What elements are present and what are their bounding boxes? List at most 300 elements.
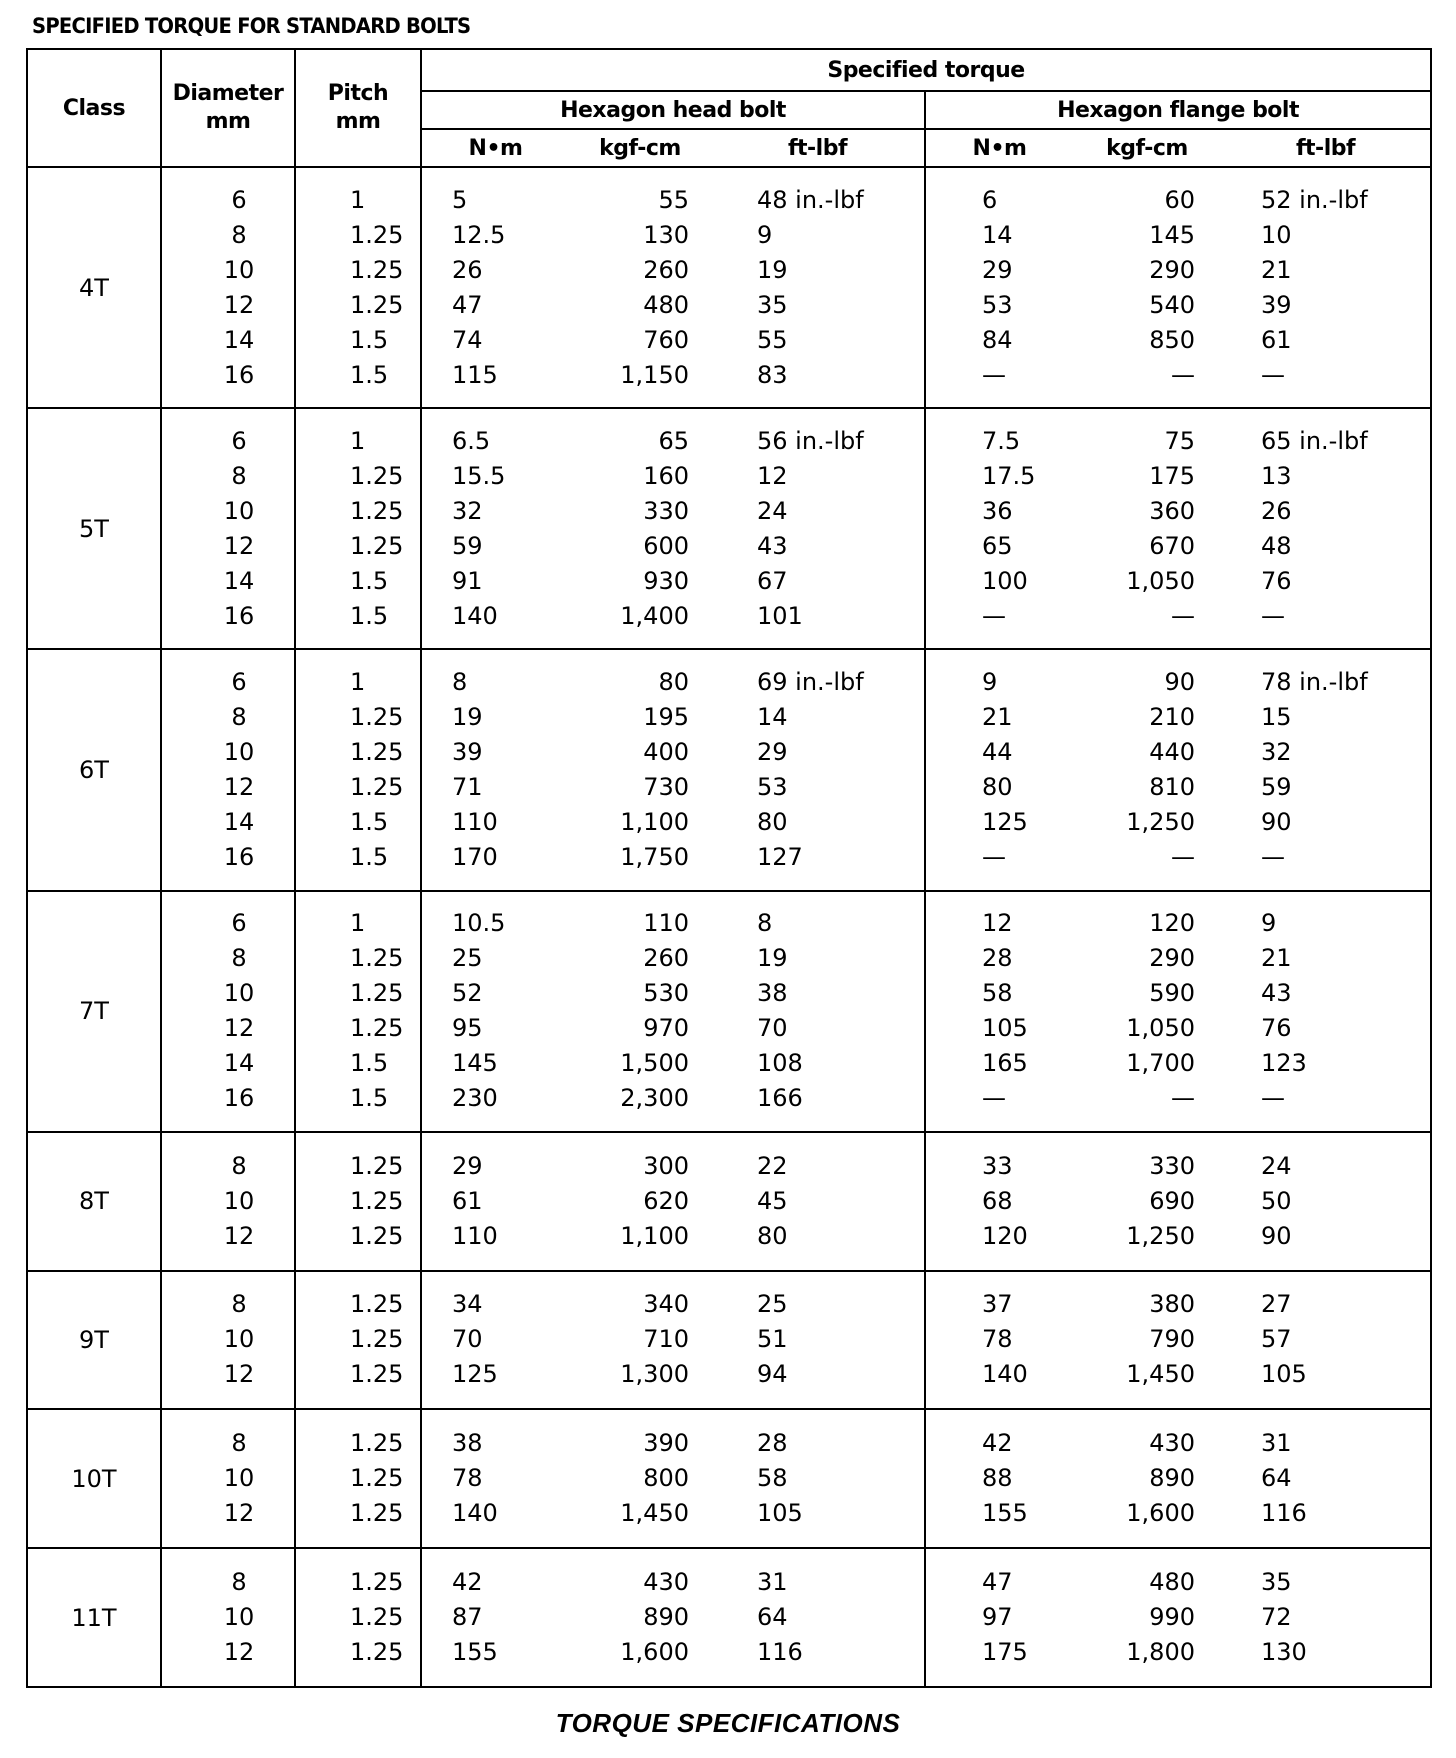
table-cell: — <box>982 843 1006 871</box>
table-cell: 1,500 <box>620 1049 689 1078</box>
table-cell: 87 <box>452 1603 483 1632</box>
flange-kgf-col <box>1073 1548 1221 1687</box>
table-cell: 108 <box>757 1049 803 1078</box>
diameter-col <box>161 1271 295 1410</box>
table-cell: 14 <box>223 566 255 595</box>
table-cell: 1.25 <box>350 255 404 284</box>
head-kgf-col <box>569 408 711 649</box>
table-cell: 15.5 <box>452 461 506 490</box>
table-cell: 8 <box>452 668 468 696</box>
class-group-row <box>27 1548 1431 1687</box>
table-cell: 10 <box>223 255 255 284</box>
table-cell: 6 <box>231 909 247 938</box>
flange-ftlbf-col <box>1221 1132 1431 1271</box>
table-cell: 10 <box>223 1325 255 1354</box>
table-cell: 8 <box>231 1290 247 1319</box>
table-cell: 64 <box>1261 1464 1292 1493</box>
table-cell: 12 <box>223 1221 255 1250</box>
table-cell: 125 <box>452 1360 498 1389</box>
pitch-col <box>295 1548 421 1687</box>
table-cell: 810 <box>1149 773 1195 801</box>
table-cell: 120 <box>982 1221 1028 1250</box>
table-cell: 10 <box>223 1603 255 1632</box>
pitch-col <box>295 1132 421 1271</box>
table-cell: 170 <box>452 843 498 871</box>
table-cell: 430 <box>643 1568 689 1597</box>
table-cell: 12 <box>223 1499 255 1528</box>
table-cell: 175 <box>1149 461 1195 490</box>
table-cell: 71 <box>452 773 483 801</box>
table-cell: 37 <box>982 1290 1013 1319</box>
table-cell: 1 <box>350 426 366 455</box>
head-kgf-col <box>569 167 711 408</box>
table-cell: — <box>1171 843 1195 871</box>
table-cell: — <box>982 360 1006 389</box>
table-cell: 13 <box>1261 461 1292 490</box>
table-cell: 60 <box>1164 185 1195 214</box>
page-title: SPECIFIED TORQUE FOR STANDARD BOLTS <box>32 14 471 38</box>
table-cell: 1.5 <box>350 325 389 354</box>
table-cell: 39 <box>452 738 483 766</box>
table-cell: 57 <box>1261 1325 1292 1354</box>
table-cell: 16 <box>223 843 255 871</box>
table-cell: 27 <box>1261 1290 1292 1319</box>
table-cell: 78 <box>982 1325 1013 1354</box>
table-cell: 230 <box>452 1084 498 1113</box>
table-cell: 53 <box>757 773 788 801</box>
table-cell: 28 <box>982 944 1013 973</box>
table-cell: 1.25 <box>350 1014 404 1043</box>
table-cell: 38 <box>452 1429 483 1458</box>
head-ftlbf-col <box>711 1548 925 1687</box>
table-cell: 330 <box>1149 1151 1195 1180</box>
table-cell: 1.25 <box>350 773 404 801</box>
table-cell: 1,400 <box>620 601 689 630</box>
table-cell: 1,250 <box>1126 808 1195 836</box>
table-cell: 130 <box>1261 1638 1307 1667</box>
table-cell: 140 <box>452 601 498 630</box>
table-cell: 1,700 <box>1126 1049 1195 1078</box>
table-cell: 29 <box>452 1151 483 1180</box>
table-cell: 25 <box>452 944 483 973</box>
table-cell: 5 <box>452 185 468 214</box>
flange-ftlbf-col <box>1221 649 1431 890</box>
table-cell: 123 <box>1261 1049 1307 1078</box>
table-cell: 890 <box>1149 1464 1195 1493</box>
header-hexagon-head-bolt: Hexagon head bolt <box>421 91 925 129</box>
table-cell: 14 <box>223 808 255 836</box>
head-ftlbf-col <box>711 1132 925 1271</box>
table-cell: 67 <box>757 566 788 595</box>
table-cell: — <box>982 601 1006 630</box>
table-cell: 670 <box>1149 531 1195 560</box>
table-cell: 55 <box>757 325 788 354</box>
table-cell: 35 <box>1261 1568 1292 1597</box>
class-group-row <box>27 408 1431 649</box>
table-cell: 80 <box>757 1221 788 1250</box>
table-cell: 115 <box>452 360 498 389</box>
flange-kgf-col <box>1073 167 1221 408</box>
table-cell: 12 <box>223 1360 255 1389</box>
table-cell: 1.25 <box>350 290 404 319</box>
table-cell: 730 <box>643 773 689 801</box>
table-cell: 480 <box>1149 1568 1195 1597</box>
table-cell: 12.5 <box>452 220 506 249</box>
flange-kgf-col <box>1073 891 1221 1132</box>
head-nm-col <box>421 1548 569 1687</box>
table-cell: 1,100 <box>620 1221 689 1250</box>
flange-nm-col <box>925 649 1073 890</box>
flange-kgf-col <box>1073 1409 1221 1548</box>
table-cell: 28 <box>757 1429 788 1458</box>
table-cell: — <box>1261 1084 1285 1113</box>
table-cell: 76 <box>1261 566 1292 595</box>
table-cell: 1.5 <box>350 566 389 595</box>
head-ftlbf-col <box>711 408 925 649</box>
header-flange-kgf: kgf-cm <box>1073 129 1221 167</box>
diameter-col <box>161 167 295 408</box>
class-cell: 6T <box>27 649 161 890</box>
table-cell: 91 <box>452 566 483 595</box>
table-cell: 260 <box>643 255 689 284</box>
table-cell: 53 <box>982 290 1013 319</box>
table-cell: 68 <box>982 1186 1013 1215</box>
table-cell: 29 <box>982 255 1013 284</box>
table-cell: 1.25 <box>350 1360 404 1389</box>
flange-kgf-col <box>1073 649 1221 890</box>
table-cell: 6 <box>231 668 247 696</box>
head-kgf-col <box>569 891 711 1132</box>
pitch-col <box>295 891 421 1132</box>
table-cell: — <box>982 1084 1006 1113</box>
table-cell: 12 <box>223 290 255 319</box>
table-cell: 15 <box>1261 703 1292 731</box>
table-cell: — <box>1261 601 1285 630</box>
head-nm-col <box>421 167 569 408</box>
class-group-row <box>27 167 1431 408</box>
header-head-ftlbf: ft-lbf <box>711 129 925 167</box>
table-cell: 84 <box>982 325 1013 354</box>
table-cell: 440 <box>1149 738 1195 766</box>
table-cell: 80 <box>658 668 689 696</box>
table-cell: 8 <box>231 461 247 490</box>
table-cell: 58 <box>982 979 1013 1008</box>
table-cell: 930 <box>643 566 689 595</box>
table-cell: 330 <box>643 496 689 525</box>
table-cell: 10 <box>223 738 255 766</box>
head-nm-col <box>421 649 569 890</box>
table-cell: 24 <box>757 496 788 525</box>
table-cell: 970 <box>643 1014 689 1043</box>
table-cell: 1,050 <box>1126 566 1195 595</box>
table-cell: — <box>1171 360 1195 389</box>
table-cell: 290 <box>1149 255 1195 284</box>
header-pitch-label: Pitch <box>327 81 389 106</box>
table-cell: 69 in.-lbf <box>757 668 864 696</box>
table-cell: 1.5 <box>350 360 389 389</box>
flange-ftlbf-col <box>1221 408 1431 649</box>
class-cell: 5T <box>27 408 161 649</box>
table-cell: 1.25 <box>350 1290 404 1319</box>
table-cell: 530 <box>643 979 689 1008</box>
diameter-col <box>161 891 295 1132</box>
table-cell: — <box>1261 360 1285 389</box>
class-cell: 7T <box>27 891 161 1132</box>
table-cell: 65 <box>982 531 1013 560</box>
table-cell: 14 <box>223 1049 255 1078</box>
table-cell: 620 <box>643 1186 689 1215</box>
table-cell: 380 <box>1149 1290 1195 1319</box>
table-cell: 590 <box>1149 979 1195 1008</box>
table-cell: 8 <box>231 220 247 249</box>
table-cell: 48 in.-lbf <box>757 185 864 214</box>
head-ftlbf-col <box>711 1271 925 1410</box>
table-cell: — <box>1171 1084 1195 1113</box>
table-cell: 1,600 <box>620 1638 689 1667</box>
table-cell: 8 <box>231 1151 247 1180</box>
head-nm-col <box>421 1271 569 1410</box>
table-cell: 110 <box>452 1221 498 1250</box>
head-ftlbf-col <box>711 1409 925 1548</box>
diameter-col <box>161 1548 295 1687</box>
head-ftlbf-col <box>711 167 925 408</box>
class-cell: 8T <box>27 1132 161 1271</box>
table-cell: 59 <box>452 531 483 560</box>
table-cell: 160 <box>643 461 689 490</box>
table-cell: 1.25 <box>350 1186 404 1215</box>
table-cell: 36 <box>982 496 1013 525</box>
table-cell: 1.25 <box>350 531 404 560</box>
table-cell: 8 <box>231 1429 247 1458</box>
table-cell: 1,750 <box>620 843 689 871</box>
table-cell: 145 <box>452 1049 498 1078</box>
table-cell: 19 <box>452 703 483 731</box>
diameter-col <box>161 1409 295 1548</box>
table-cell: 430 <box>1149 1429 1195 1458</box>
flange-ftlbf-col <box>1221 891 1431 1132</box>
flange-nm-col <box>925 1409 1073 1548</box>
table-cell: 70 <box>452 1325 483 1354</box>
table-cell: 44 <box>982 738 1013 766</box>
table-cell: 600 <box>643 531 689 560</box>
class-cell: 4T <box>27 167 161 408</box>
table-header <box>27 49 1431 167</box>
table-cell: 1.25 <box>350 944 404 973</box>
pitch-col <box>295 1271 421 1410</box>
flange-kgf-col <box>1073 408 1221 649</box>
header-class: Class <box>27 49 161 167</box>
table-cell: 155 <box>982 1499 1028 1528</box>
table-cell: 2,300 <box>620 1084 689 1113</box>
table-cell: 540 <box>1149 290 1195 319</box>
table-cell: 140 <box>452 1499 498 1528</box>
table-cell: 1.5 <box>350 843 389 871</box>
table-cell: 10 <box>223 496 255 525</box>
table-cell: 90 <box>1261 1221 1292 1250</box>
table-cell: 1.5 <box>350 1049 389 1078</box>
table-cell: — <box>1261 843 1285 871</box>
header-flange-nm: N•m <box>925 129 1073 167</box>
table-cell: 80 <box>757 808 788 836</box>
table-cell: 8 <box>231 1568 247 1597</box>
table-cell: 14 <box>982 220 1013 249</box>
table-cell: 175 <box>982 1638 1028 1667</box>
table-cell: 43 <box>757 531 788 560</box>
header-head-nm: N•m <box>421 129 569 167</box>
table-cell: 10 <box>223 979 255 1008</box>
diameter-col <box>161 408 295 649</box>
table-cell: 97 <box>982 1603 1013 1632</box>
table-cell: 210 <box>1149 703 1195 731</box>
head-ftlbf-col <box>711 649 925 890</box>
table-cell: 105 <box>982 1014 1028 1043</box>
diameter-col <box>161 649 295 890</box>
table-cell: 1.25 <box>350 1638 404 1667</box>
table-cell: 1,050 <box>1126 1014 1195 1043</box>
flange-nm-col <box>925 408 1073 649</box>
table-cell: 1,150 <box>620 360 689 389</box>
table-cell: 80 <box>982 773 1013 801</box>
header-diameter <box>161 49 295 167</box>
table-cell: 83 <box>757 360 788 389</box>
table-cell: 90 <box>1261 808 1292 836</box>
table-cell: 38 <box>757 979 788 1008</box>
table-cell: 52 <box>452 979 483 1008</box>
table-cell: 400 <box>643 738 689 766</box>
table-cell: 1.25 <box>350 1325 404 1354</box>
table-cell: 16 <box>223 1084 255 1113</box>
table-cell: 8 <box>757 909 773 938</box>
table-cell: 33 <box>982 1151 1013 1180</box>
table-cell: 65 in.-lbf <box>1261 426 1368 455</box>
header-diameter-unit: mm <box>205 109 251 134</box>
table-cell: 22 <box>757 1151 788 1180</box>
table-cell: 166 <box>757 1084 803 1113</box>
table-cell: 890 <box>643 1603 689 1632</box>
table-cell: 710 <box>643 1325 689 1354</box>
class-group-row <box>27 891 1431 1132</box>
table-cell: 360 <box>1149 496 1195 525</box>
table-cell: 61 <box>1261 325 1292 354</box>
table-cell: 72 <box>1261 1603 1292 1632</box>
table-cell: 59 <box>1261 773 1292 801</box>
diameter-col <box>161 1132 295 1271</box>
table-cell: 10.5 <box>452 909 506 938</box>
table-cell: 90 <box>1164 668 1195 696</box>
table-cell: 105 <box>757 1499 803 1528</box>
table-cell: 78 in.-lbf <box>1261 668 1368 696</box>
table-cell: 850 <box>1149 325 1195 354</box>
table-cell: 1.25 <box>350 1151 404 1180</box>
table-cell: 1.25 <box>350 1499 404 1528</box>
table-cell: 31 <box>757 1568 788 1597</box>
flange-kgf-col <box>1073 1271 1221 1410</box>
table-cell: 45 <box>757 1186 788 1215</box>
table-cell: 12 <box>223 531 255 560</box>
table-cell: 390 <box>643 1429 689 1458</box>
table-cell: 51 <box>757 1325 788 1354</box>
table-cell: 105 <box>1261 1360 1307 1389</box>
table-cell: 290 <box>1149 944 1195 973</box>
class-cell: 9T <box>27 1271 161 1410</box>
table-cell: 155 <box>452 1638 498 1667</box>
table-cell: 48 <box>1261 531 1292 560</box>
table-cell: 55 <box>658 185 689 214</box>
table-cell: 24 <box>1261 1151 1292 1180</box>
table-cell: 19 <box>757 944 788 973</box>
table-cell: 47 <box>982 1568 1013 1597</box>
table-cell: 1.25 <box>350 703 404 731</box>
table-cell: 12 <box>757 461 788 490</box>
table-cell: 19 <box>757 255 788 284</box>
head-kgf-col <box>569 1132 711 1271</box>
table-cell: — <box>1171 601 1195 630</box>
flange-nm-col <box>925 167 1073 408</box>
table-cell: 9 <box>1261 909 1277 938</box>
table-cell: 6 <box>231 426 247 455</box>
table-cell: 21 <box>1261 944 1292 973</box>
table-cell: 800 <box>643 1464 689 1493</box>
table-cell: 1.25 <box>350 1221 404 1250</box>
table-cell: 127 <box>757 843 803 871</box>
table-cell: 21 <box>1261 255 1292 284</box>
class-cell: 11T <box>27 1548 161 1687</box>
table-cell: 130 <box>643 220 689 249</box>
class-group-row <box>27 1271 1431 1410</box>
table-cell: 14 <box>757 703 788 731</box>
table-cell: 29 <box>757 738 788 766</box>
table-cell: 116 <box>757 1638 803 1667</box>
table-body <box>27 167 1431 1687</box>
table-cell: 1.25 <box>350 1429 404 1458</box>
head-kgf-col <box>569 649 711 890</box>
table-cell: 8 <box>231 703 247 731</box>
head-kgf-col <box>569 1271 711 1410</box>
table-cell: 61 <box>452 1186 483 1215</box>
table-cell: 26 <box>1261 496 1292 525</box>
table-cell: 26 <box>452 255 483 284</box>
table-cell: 75 <box>1164 426 1195 455</box>
flange-nm-col <box>925 1132 1073 1271</box>
table-cell: 990 <box>1149 1603 1195 1632</box>
table-cell: 32 <box>452 496 483 525</box>
table-cell: 16 <box>223 360 255 389</box>
flange-ftlbf-col <box>1221 1548 1431 1687</box>
flange-ftlbf-col <box>1221 167 1431 408</box>
table-cell: 94 <box>757 1360 788 1389</box>
table-cell: 14 <box>223 325 255 354</box>
table-cell: 6 <box>982 185 998 214</box>
table-cell: 21 <box>982 703 1013 731</box>
table-cell: 140 <box>982 1360 1028 1389</box>
torque-table <box>26 48 1432 1688</box>
table-cell: 690 <box>1149 1186 1195 1215</box>
class-group-row <box>27 1132 1431 1271</box>
table-cell: 9 <box>982 668 998 696</box>
table-cell: 1.25 <box>350 1568 404 1597</box>
table-cell: 6 <box>231 185 247 214</box>
head-nm-col <box>421 1409 569 1548</box>
table-cell: 145 <box>1149 220 1195 249</box>
table-cell: 340 <box>643 1290 689 1319</box>
pitch-col <box>295 408 421 649</box>
table-cell: 12 <box>982 909 1013 938</box>
table-cell: 1,800 <box>1126 1638 1195 1667</box>
table-cell: 1.25 <box>350 738 404 766</box>
table-cell: 1.5 <box>350 601 389 630</box>
header-pitch-unit: mm <box>335 109 381 134</box>
table-cell: 12 <box>223 1014 255 1043</box>
